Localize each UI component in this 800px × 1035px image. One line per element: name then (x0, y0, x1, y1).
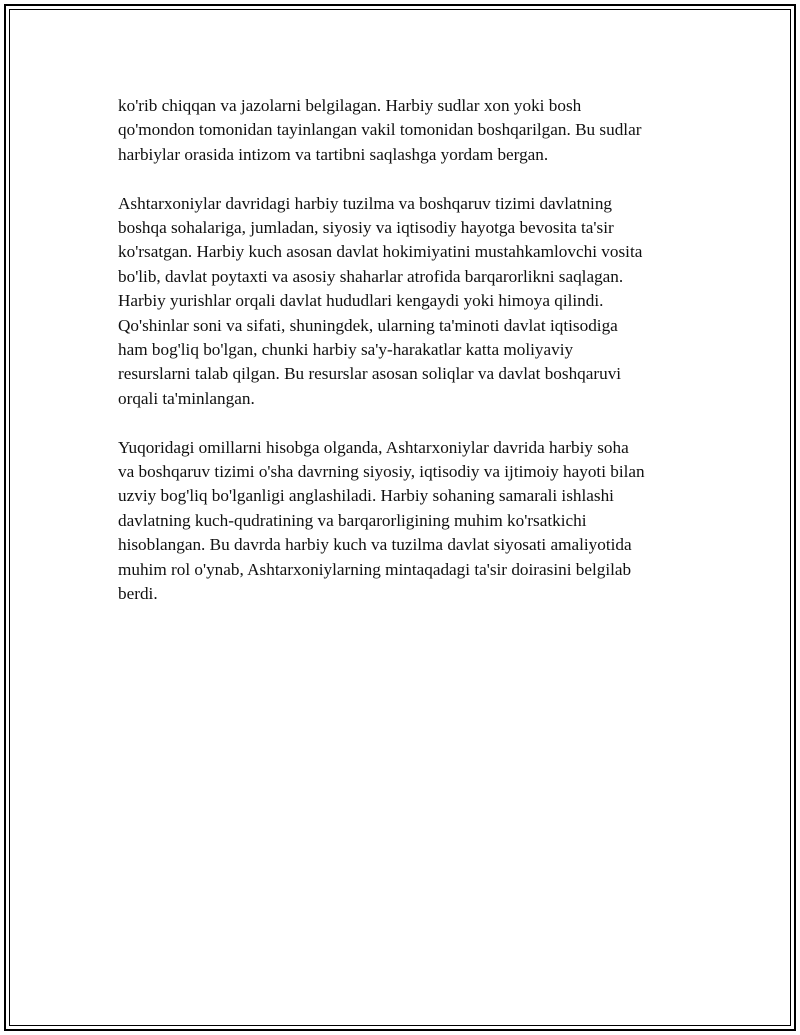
document-body (118, 94, 690, 631)
paragraph-1: ko'rib chiqqan va jazolarni belgilagan. Harbiy sudlar xon yoki bosh qo'mondon tomonidan tayinlangan vakil tomonidan boshqarilgan. Bu sudlar harbiylar orasida intizom va tartibni saqlashga yordam bergan. (118, 96, 642, 164)
paragraph-3: Yuqoridagi omillarni hisobga olganda, Ashtarxoniylar davrida harbiy soha va boshqaruv tizimi o'sha davrning siyosiy, iqtisodiy va ijtimoiy hayoti bilan uzviy bog'liq bo'lganligi anglashiladi. Harbiy sohaning samarali ishlashi davlatning kuch-qudratining va barqarorligining muhim ko'rsatkichi hisoblangan. Bu davrda harbiy kuch va tuzilma davlat siyosati amaliyotida muhim rol o'ynab, Ashtarxoniylarning mintaqadagi ta'sir doirasini belgilab berdi. (118, 437, 645, 604)
paragraph-2: Ashtarxoniylar davridagi harbiy tuzilma va boshqaruv tizimi davlatning boshqa sohalariga, jumladan, siyosiy va iqtisodiy hayotga bevosita ta'sir ko'rsatgan. Harbiy kuch asosan davlat hokimiyatini mustahkamlovchi vosita bo'lib, davlat poytaxti va asosiy shaharlar atrofida barqarorlikni saqlagan. Harbiy yurishlar orqali davlat hududlari kengaydi yoki himoya qilindi. Qo'shinlar soni va sifati, shuningdek, ularning ta'minoti davlat iqtisodiga ham bog'liq bo'lgan, chunki harbiy sa'y-harakatlar katta moliyaviy resurslarni talab qilgan. Bu resurslar asosan soliqlar va davlat boshqaruvi orqali ta'minlangan. (118, 193, 643, 408)
